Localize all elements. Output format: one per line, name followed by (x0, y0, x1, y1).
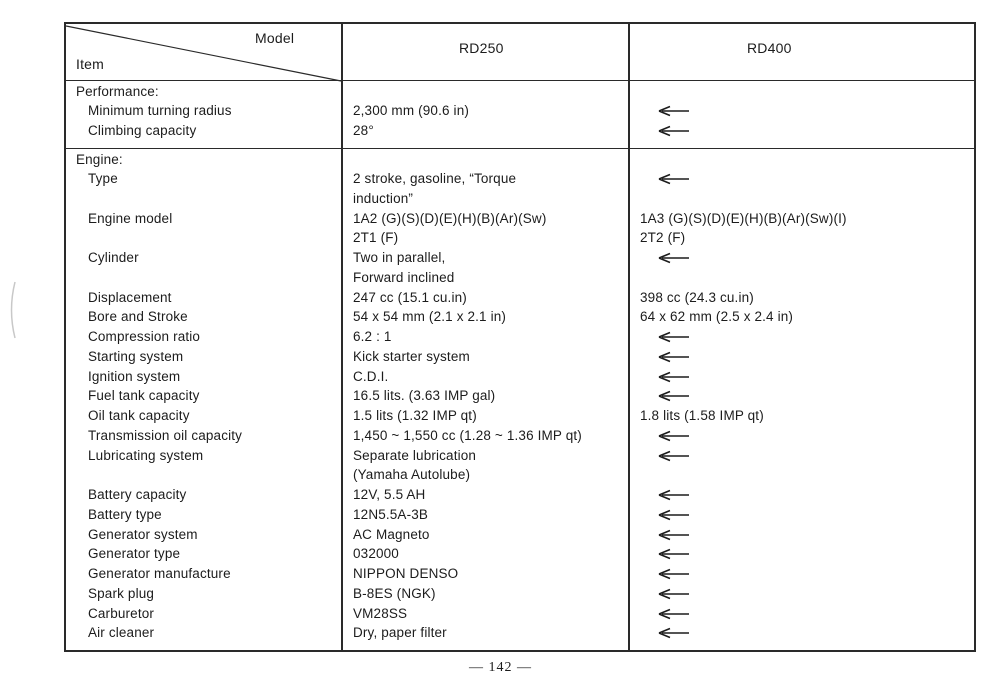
spec-row (66, 169, 974, 189)
spec-item-label: Compression ratio (88, 329, 201, 344)
rd250-value: Kick starter system (353, 348, 470, 364)
spec-row (66, 307, 974, 327)
spec-item-label: Minimum turning radius (88, 103, 232, 118)
spec-row (66, 248, 974, 268)
page-number: — 142 — (469, 660, 532, 675)
rd250-value: C.D.I. (353, 368, 389, 384)
header-rd250: RD250 (459, 40, 504, 56)
left-arrow-icon (658, 125, 690, 137)
spec-item-label: Battery type (88, 506, 162, 522)
left-arrow-icon (658, 548, 690, 560)
rd250-value: 1.5 lits (1.32 IMP qt) (353, 408, 477, 423)
left-arrow-icon (658, 588, 690, 600)
spec-item-label: Transmission oil capacity (88, 427, 243, 443)
spec-item-label: Ignition system (88, 368, 181, 384)
spec-item-label: Type (88, 171, 118, 186)
spec-row (66, 209, 974, 229)
rd250-value: AC Magneto (353, 526, 430, 542)
rd250-value: NIPPON DENSO (353, 566, 459, 581)
spec-row (66, 426, 974, 446)
spec-row (66, 564, 974, 584)
left-arrow-icon (658, 450, 690, 462)
left-arrow-icon (658, 331, 690, 343)
rd250-value: VM28SS (353, 605, 408, 621)
spec-item-label: Bore and Stroke (88, 309, 188, 325)
spec-row (66, 623, 974, 643)
left-arrow-icon (658, 252, 690, 264)
spec-item-label: Battery capacity (88, 487, 187, 502)
spec-item-label: Engine model (88, 210, 173, 226)
rd400-value: 64 x 62 mm (2.5 x 2.4 in) (640, 309, 794, 325)
header-bottom-rule (66, 80, 974, 81)
section-heading-row (66, 82, 974, 102)
rd250-value: 2,300 mm (90.6 in) (353, 103, 469, 118)
spec-row (66, 347, 974, 367)
spec-item-label: Generator system (88, 526, 198, 542)
rd250-value: 54 x 54 mm (2.1 x 2.1 in) (353, 309, 507, 325)
header-item-label: Item (76, 56, 105, 72)
spec-item-label: Starting system (88, 348, 184, 364)
spec-row (66, 505, 974, 525)
left-arrow-icon (658, 608, 690, 620)
left-arrow-icon (658, 371, 690, 383)
left-arrow-icon (658, 351, 690, 363)
spec-item-label: Climbing capacity (88, 122, 197, 138)
section-heading-row (66, 150, 974, 170)
spec-item-label: Displacement (88, 289, 172, 305)
spec-row (66, 604, 974, 624)
rd250-value: 12V, 5.5 AH (353, 487, 426, 502)
spec-row (66, 327, 974, 347)
rd250-value: 16.5 lits. (3.63 IMP gal) (353, 388, 496, 404)
binding-mark (6, 280, 18, 340)
left-arrow-icon (658, 489, 690, 501)
rd250-value: Dry, paper filter (353, 625, 447, 641)
spec-row (66, 121, 974, 141)
rd250-value: 247 cc (15.1 cu.in) (353, 289, 467, 305)
rd250-value: Forward inclined (353, 269, 455, 285)
rd250-value: 1A2 (G)(S)(D)(E)(H)(B)(Ar)(Sw) (353, 210, 547, 226)
rd250-value: 2 stroke, gasoline, “Torque (353, 171, 517, 186)
spec-row (66, 446, 974, 466)
spec-row (66, 228, 974, 248)
header-rd400: RD400 (747, 40, 792, 56)
spec-row (66, 525, 974, 545)
rd250-value: 032000 (353, 546, 399, 562)
spec-row (66, 386, 974, 406)
spec-item-label: Generator manufacture (88, 566, 231, 581)
spec-row (66, 544, 974, 564)
left-arrow-icon (658, 173, 690, 185)
rd400-value: 1A3 (G)(S)(D)(E)(H)(B)(Ar)(Sw)(I) (640, 210, 847, 226)
spec-row (66, 584, 974, 604)
spec-row (66, 101, 974, 121)
spec-item-label: Air cleaner (88, 625, 155, 641)
left-arrow-icon (658, 529, 690, 541)
left-arrow-icon (658, 627, 690, 639)
rd250-value: 1,450 ~ 1,550 cc (1.28 ~ 1.36 IMP qt) (353, 427, 582, 443)
left-arrow-icon (658, 568, 690, 580)
left-arrow-icon (658, 105, 690, 117)
rd250-value: 2T1 (F) (353, 230, 399, 246)
rd250-value: 6.2 : 1 (353, 329, 392, 344)
header-diagonal-line (66, 24, 342, 82)
spec-row (66, 465, 974, 485)
left-arrow-icon (658, 430, 690, 442)
spec-item-label: Oil tank capacity (88, 408, 190, 423)
rd250-value: 28° (353, 122, 374, 138)
spec-item-label: Fuel tank capacity (88, 388, 200, 404)
spec-item-label: Lubricating system (88, 447, 204, 463)
spec-row (66, 268, 974, 288)
spec-row (66, 406, 974, 426)
rd250-value: Separate lubrication (353, 447, 477, 463)
rd400-value: 2T2 (F) (640, 230, 686, 246)
left-arrow-icon (658, 390, 690, 402)
specifications-table (64, 22, 976, 652)
header-model-label: Model (255, 30, 295, 46)
rd400-value: 1.8 lits (1.58 IMP qt) (640, 408, 764, 423)
performance-section-label: Performance: (76, 84, 159, 99)
rd250-value: B-8ES (NGK) (353, 585, 436, 601)
rd400-value: 398 cc (24.3 cu.in) (640, 289, 754, 305)
spec-row (66, 288, 974, 308)
performance-bottom-rule (66, 148, 974, 149)
left-arrow-icon (658, 509, 690, 521)
spec-item-label: Generator type (88, 546, 181, 562)
engine-section-label: Engine: (76, 152, 123, 167)
spec-row (66, 367, 974, 387)
spec-item-label: Carburetor (88, 605, 155, 621)
spec-item-label: Cylinder (88, 250, 139, 265)
rd250-value: (Yamaha Autolube) (353, 467, 471, 483)
rd250-value: Two in parallel, (353, 250, 446, 265)
rd250-value: 12N5.5A-3B (353, 506, 429, 522)
spec-row (66, 189, 974, 209)
spec-row (66, 485, 974, 505)
rd250-value: induction” (353, 190, 414, 206)
spec-item-label: Spark plug (88, 585, 155, 601)
